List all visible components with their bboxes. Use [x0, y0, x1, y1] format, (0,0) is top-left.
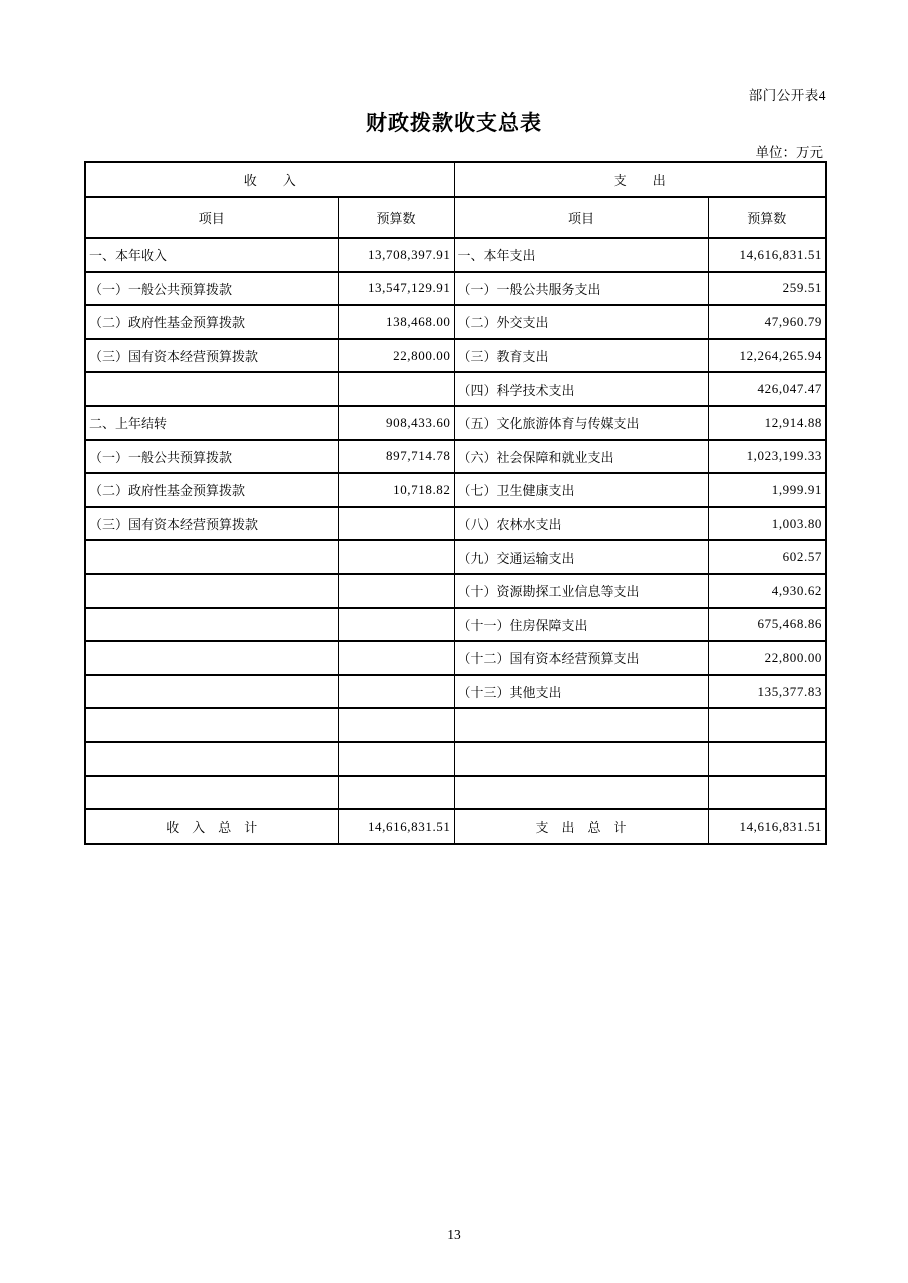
income-value-cell: 22,800.00	[338, 339, 454, 373]
table-row	[85, 272, 826, 306]
table-row	[85, 305, 826, 339]
table-row	[85, 473, 826, 507]
expense-item-cell: （七）卫生健康支出	[454, 473, 708, 507]
expense-item-cell: （五）文化旅游体育与传媒支出	[454, 406, 708, 440]
expense-value-cell: 1,003.80	[708, 507, 826, 541]
income-item-cell	[85, 574, 338, 608]
expense-item-cell: （二）外交支出	[454, 305, 708, 339]
income-value-cell: 13,708,397.91	[338, 238, 454, 272]
income-item-cell	[85, 608, 338, 642]
expense-value-cell: 47,960.79	[708, 305, 826, 339]
income-item-cell	[85, 372, 338, 406]
table-row	[85, 776, 826, 810]
expense-value-cell: 1,999.91	[708, 473, 826, 507]
expense-section-header: 支 出	[454, 162, 826, 197]
income-item-cell: （二）政府性基金预算拨款	[85, 305, 338, 339]
income-value-cell: 13,547,129.91	[338, 272, 454, 306]
expense-item-cell	[454, 742, 708, 776]
expense-value-cell	[708, 708, 826, 742]
table-row	[85, 238, 826, 272]
table-row	[85, 641, 826, 675]
table-row	[85, 540, 826, 574]
table-row	[85, 440, 826, 474]
income-item-cell	[85, 675, 338, 709]
table-row	[85, 406, 826, 440]
table-row	[85, 675, 826, 709]
income-value-cell: 908,433.60	[338, 406, 454, 440]
expense-item-cell: （十一）住房保障支出	[454, 608, 708, 642]
section-header-row	[85, 162, 826, 197]
expense-value-cell: 259.51	[708, 272, 826, 306]
income-item-cell	[85, 742, 338, 776]
income-item-cell: （二）政府性基金预算拨款	[85, 473, 338, 507]
income-value-cell	[338, 540, 454, 574]
expense-item-cell	[454, 776, 708, 810]
income-item-cell	[85, 641, 338, 675]
income-value-cell: 897,714.78	[338, 440, 454, 474]
expense-item-cell: （四）科学技术支出	[454, 372, 708, 406]
income-item-cell: （一）一般公共预算拨款	[85, 440, 338, 474]
budget-table	[84, 161, 827, 845]
expense-item-cell: （一）一般公共服务支出	[454, 272, 708, 306]
page-number: 13	[447, 1227, 461, 1242]
expense-total-label: 支 出 总 计	[454, 809, 708, 844]
table-row	[85, 339, 826, 373]
income-value-cell	[338, 675, 454, 709]
income-value-cell	[338, 742, 454, 776]
expense-value-cell: 12,914.88	[708, 406, 826, 440]
table-row	[85, 507, 826, 541]
table-row	[85, 574, 826, 608]
income-item-header: 项目	[85, 197, 338, 238]
expense-item-cell	[454, 708, 708, 742]
income-value-cell	[338, 708, 454, 742]
income-value-cell: 10,718.82	[338, 473, 454, 507]
income-item-cell	[85, 708, 338, 742]
unit-label: 单位：万元	[755, 145, 823, 160]
expense-value-cell: 14,616,831.51	[708, 238, 826, 272]
income-value-cell	[338, 641, 454, 675]
income-section-header: 收 入	[85, 162, 454, 197]
column-header-row	[85, 197, 826, 238]
expense-value-cell: 4,930.62	[708, 574, 826, 608]
table-row	[85, 742, 826, 776]
income-item-cell: （三）国有资本经营预算拨款	[85, 339, 338, 373]
expense-value-cell	[708, 776, 826, 810]
expense-item-cell: （十三）其他支出	[454, 675, 708, 709]
table-row	[85, 372, 826, 406]
income-item-cell: 一、本年收入	[85, 238, 338, 272]
expense-item-cell: （十）资源勘探工业信息等支出	[454, 574, 708, 608]
table-row	[85, 708, 826, 742]
expense-value-cell: 22,800.00	[708, 641, 826, 675]
expense-total-value: 14,616,831.51	[708, 809, 826, 844]
corner-label: 部门公开表4	[748, 88, 826, 103]
income-item-cell: 二、上年结转	[85, 406, 338, 440]
income-value-cell	[338, 372, 454, 406]
income-value-cell	[338, 776, 454, 810]
expense-budget-header: 预算数	[708, 197, 826, 238]
expense-item-header: 项目	[454, 197, 708, 238]
expense-item-cell: （九）交通运输支出	[454, 540, 708, 574]
page-title: 财政拨款收支总表	[366, 112, 542, 135]
income-total-label: 收 入 总 计	[85, 809, 338, 844]
table-row	[85, 608, 826, 642]
income-value-cell	[338, 507, 454, 541]
expense-value-cell: 602.57	[708, 540, 826, 574]
income-budget-header: 预算数	[338, 197, 454, 238]
expense-item-cell: 一、本年支出	[454, 238, 708, 272]
expense-item-cell: （八）农林水支出	[454, 507, 708, 541]
income-value-cell: 138,468.00	[338, 305, 454, 339]
total-row	[85, 809, 826, 844]
expense-value-cell: 426,047.47	[708, 372, 826, 406]
expense-value-cell: 1,023,199.33	[708, 440, 826, 474]
income-item-cell: （一）一般公共预算拨款	[85, 272, 338, 306]
expense-value-cell: 12,264,265.94	[708, 339, 826, 373]
income-item-cell	[85, 776, 338, 810]
income-value-cell	[338, 608, 454, 642]
expense-value-cell: 675,468.86	[708, 608, 826, 642]
expense-value-cell: 135,377.83	[708, 675, 826, 709]
income-item-cell: （三）国有资本经营预算拨款	[85, 507, 338, 541]
income-total-value: 14,616,831.51	[338, 809, 454, 844]
expense-value-cell	[708, 742, 826, 776]
expense-item-cell: （三）教育支出	[454, 339, 708, 373]
income-item-cell	[85, 540, 338, 574]
expense-item-cell: （六）社会保障和就业支出	[454, 440, 708, 474]
income-value-cell	[338, 574, 454, 608]
expense-item-cell: （十二）国有资本经营预算支出	[454, 641, 708, 675]
